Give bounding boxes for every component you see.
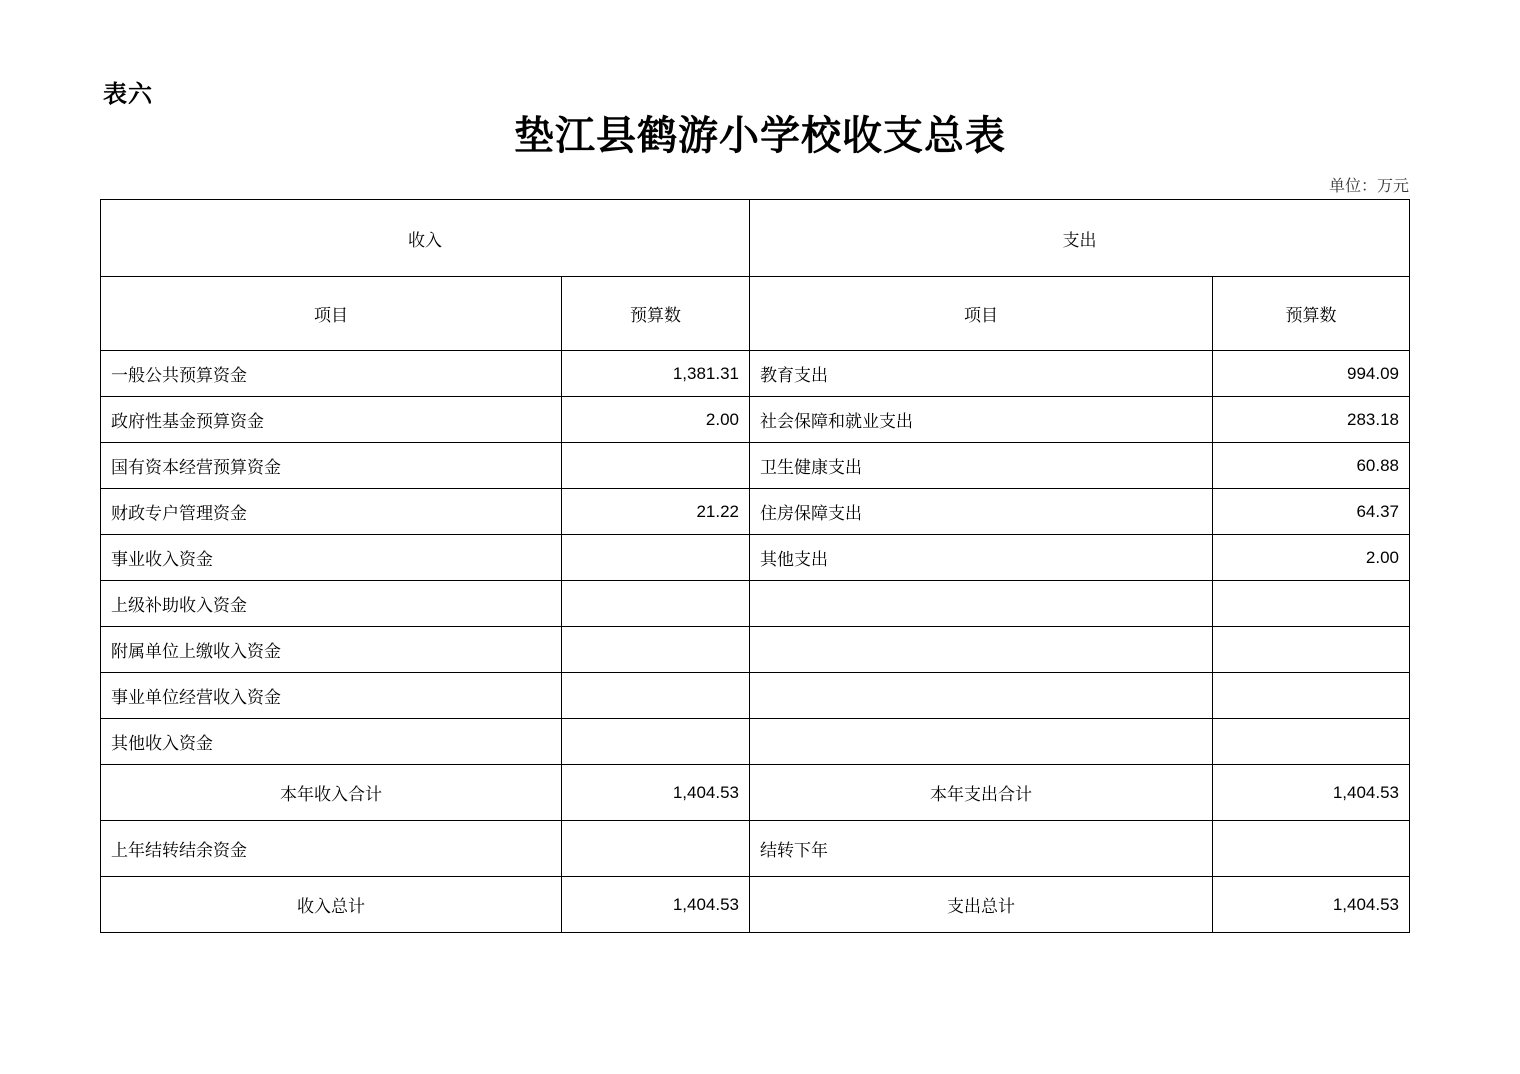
- expense-amount-cell: 64.37: [1213, 489, 1410, 535]
- total-row: [101, 877, 1410, 933]
- income-item-cell: 事业单位经营收入资金: [101, 673, 562, 719]
- expense-item-cell: 社会保障和就业支出: [750, 397, 1213, 443]
- table-number: 表六: [103, 80, 153, 108]
- income-amount-cell: [562, 535, 750, 581]
- expense-total-amount: 1,404.53: [1213, 877, 1410, 933]
- expense-amount-cell: 2.00: [1213, 535, 1410, 581]
- income-subtotal-amount: 1,404.53: [562, 765, 750, 821]
- income-carryover-label: 上年结转结余资金: [101, 821, 562, 877]
- income-item-cell: 政府性基金预算资金: [101, 397, 562, 443]
- expense-group-header: 支出: [750, 200, 1410, 277]
- expense-subtotal-amount: 1,404.53: [1213, 765, 1410, 821]
- expense-item-cell: 住房保障支出: [750, 489, 1213, 535]
- table-row: [101, 581, 1410, 627]
- table-row: [101, 719, 1410, 765]
- expense-item-cell: 其他支出: [750, 535, 1213, 581]
- income-item-cell: 上级补助收入资金: [101, 581, 562, 627]
- table-row: [101, 351, 1410, 397]
- table-row: [101, 397, 1410, 443]
- income-amount-cell: [562, 627, 750, 673]
- group-header-row: [101, 200, 1410, 277]
- table-row: [101, 535, 1410, 581]
- income-item-cell: 其他收入资金: [101, 719, 562, 765]
- expense-item-cell: [750, 581, 1213, 627]
- income-item-cell: 事业收入资金: [101, 535, 562, 581]
- table-row: [101, 627, 1410, 673]
- income-amount-cell: 21.22: [562, 489, 750, 535]
- income-amount-cell: [562, 673, 750, 719]
- expense-amount-cell: [1213, 581, 1410, 627]
- income-carryover-amount: [562, 821, 750, 877]
- expense-item-header: 项目: [750, 277, 1213, 351]
- expense-amount-cell: [1213, 627, 1410, 673]
- income-total-label: 收入总计: [101, 877, 562, 933]
- expense-amount-cell: 60.88: [1213, 443, 1410, 489]
- expense-amount-cell: [1213, 719, 1410, 765]
- expense-amount-cell: [1213, 673, 1410, 719]
- unit-label: 单位：万元: [1328, 176, 1409, 195]
- income-amount-cell: 1,381.31: [562, 351, 750, 397]
- page-title: 垫江县鹤游小学校收支总表: [514, 112, 1006, 159]
- expense-item-cell: [750, 673, 1213, 719]
- expense-total-label: 支出总计: [750, 877, 1213, 933]
- expense-item-cell: 教育支出: [750, 351, 1213, 397]
- expense-item-cell: 卫生健康支出: [750, 443, 1213, 489]
- expense-amount-cell: 994.09: [1213, 351, 1410, 397]
- table-row: [101, 443, 1410, 489]
- income-item-cell: 一般公共预算资金: [101, 351, 562, 397]
- expense-budget-header: 预算数: [1213, 277, 1410, 351]
- table-row: [101, 673, 1410, 719]
- income-amount-cell: [562, 443, 750, 489]
- expense-item-cell: [750, 719, 1213, 765]
- income-amount-cell: [562, 581, 750, 627]
- budget-summary-table: [100, 199, 1410, 933]
- income-item-cell: 财政专户管理资金: [101, 489, 562, 535]
- carryover-row: [101, 821, 1410, 877]
- income-subtotal-label: 本年收入合计: [101, 765, 562, 821]
- income-item-cell: 附属单位上缴收入资金: [101, 627, 562, 673]
- subtotal-row: [101, 765, 1410, 821]
- income-item-cell: 国有资本经营预算资金: [101, 443, 562, 489]
- expense-carryover-amount: [1213, 821, 1410, 877]
- income-total-amount: 1,404.53: [562, 877, 750, 933]
- table-row: [101, 489, 1410, 535]
- income-budget-header: 预算数: [562, 277, 750, 351]
- expense-item-cell: [750, 627, 1213, 673]
- expense-subtotal-label: 本年支出合计: [750, 765, 1213, 821]
- income-group-header: 收入: [101, 200, 750, 277]
- income-item-header: 项目: [101, 277, 562, 351]
- expense-amount-cell: 283.18: [1213, 397, 1410, 443]
- income-amount-cell: [562, 719, 750, 765]
- column-header-row: [101, 277, 1410, 351]
- expense-carryover-label: 结转下年: [750, 821, 1213, 877]
- income-amount-cell: 2.00: [562, 397, 750, 443]
